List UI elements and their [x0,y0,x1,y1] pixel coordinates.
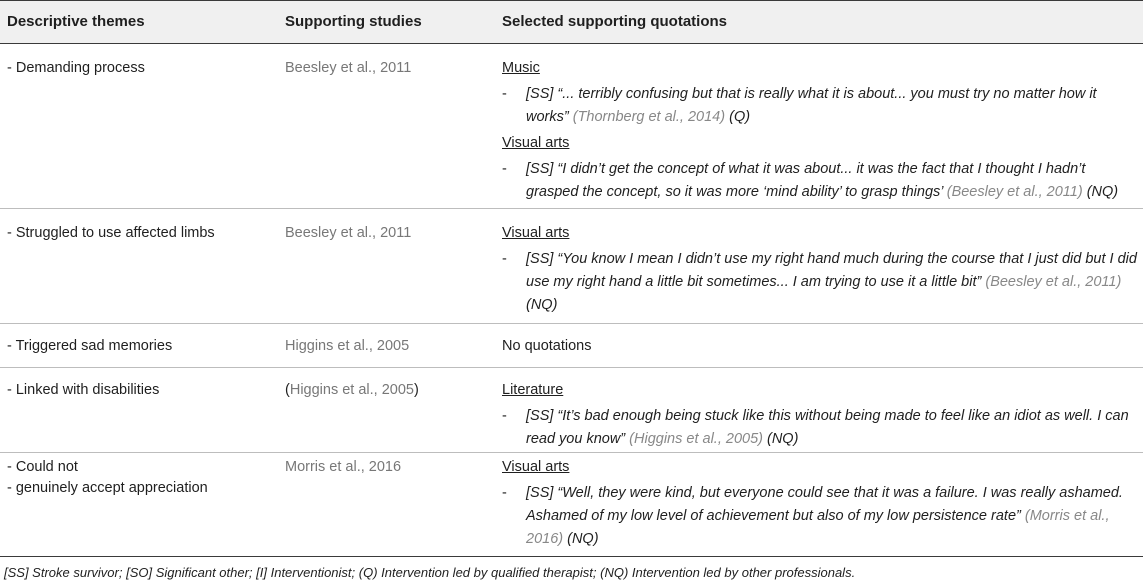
theme-cell: - Demanding process [7,60,145,76]
quotation-text: [SS] “... terribly confusing but that is really what it is about... you must try no matter how it works” [526,86,1097,125]
citation: (Beesley et al., 2011) [946,184,1083,200]
quotation [502,248,1138,317]
table-row [0,453,1143,556]
quotation [502,405,1138,451]
study-cell [285,380,419,401]
theme-cell: - Linked with disabilities [7,382,160,398]
quotation [502,482,1138,551]
citation: (Beesley et al., 2011) [985,274,1122,290]
category-label: Music [502,60,540,76]
intervention-tag: (NQ) [526,297,558,313]
table-row [0,209,1143,324]
intervention-tag: (NQ) [767,431,799,447]
intervention-tag: (NQ) [1086,184,1119,200]
quotation-text: [SS] “It’s bad enough being stuck like this without being made to feel like an idiot as well. I can read you know” [526,408,1129,447]
citation: (Thornberg et al., 2014) [572,109,726,125]
study-cell: Beesley et al., 2011 [285,225,412,241]
study-cell: Beesley et al., 2011 [285,60,412,76]
study-paren-close: ) [413,382,419,398]
quotation-text: [SS] “I didn’t get the concept of what it was about... it was the fact that I thought I hadn’t grasped the concept, so it was more ‘mind ability’ to grasp things’ [526,161,1086,200]
table-row [0,368,1143,453]
quotations-cell [502,380,1138,455]
quotation-text: [SS] “Well, they were kind, but everyone could see that it was a failure. I was really ashamed. Ashamed of my low level of achievement but also of my low persistence rate” [526,485,1123,524]
bullet-dash: - [502,485,507,501]
study-citation: Higgins et al., 2005 [289,382,414,398]
intervention-tag: (NQ) [567,531,599,547]
quotations-cell [502,336,1138,357]
table-row [0,324,1143,368]
theme-cell: - Triggered sad memories [7,338,173,354]
theme-line: - Could not [7,459,78,475]
quotations-cell [502,457,1138,555]
theme-cell [7,457,208,499]
header-supporting-studies: Supporting studies [285,13,422,30]
theme-cell: - Struggled to use affected limbs [7,225,215,241]
no-quotations-text: No quotations [502,338,592,354]
study-cell: Higgins et al., 2005 [285,338,410,354]
category-label: Visual arts [502,135,570,151]
intervention-tag: (Q) [729,109,751,125]
theme-line: - genuinely accept appreciation [7,480,208,496]
study-cell: Morris et al., 2016 [285,459,402,475]
category-label: Visual arts [502,225,570,241]
quotation [502,158,1138,204]
quotation-text: [SS] “You know I mean I didn’t use my right hand much during the course that I just did but I did use my right hand a little bit sometimes... I am trying to use it a little bit” [526,251,1137,290]
bullet-dash: - [502,251,507,267]
table-header [0,0,1143,44]
bullet-dash: - [502,408,507,424]
header-supporting-quotations: Selected supporting quotations [502,13,728,30]
category-label: Literature [502,382,564,398]
table-row [0,44,1143,209]
bullet-dash: - [502,86,507,102]
quotation [502,83,1138,129]
category-label: Visual arts [502,459,570,475]
study-paren-open: ( [285,382,290,398]
header-descriptive-themes: Descriptive themes [7,13,145,30]
citation: (Higgins et al., 2005) [629,431,763,447]
table-footnote: [SS] Stroke survivor; [SO] Significant other; [I] Interventionist; (Q) Intervention led by qualified therapist; (NQ) Intervention led by other professionals. [0,556,1143,580]
quotations-cell [502,58,1138,208]
quotations-cell [502,223,1138,321]
citation: (Morris et al., 2016) [526,508,1110,547]
bullet-dash: - [502,161,507,177]
